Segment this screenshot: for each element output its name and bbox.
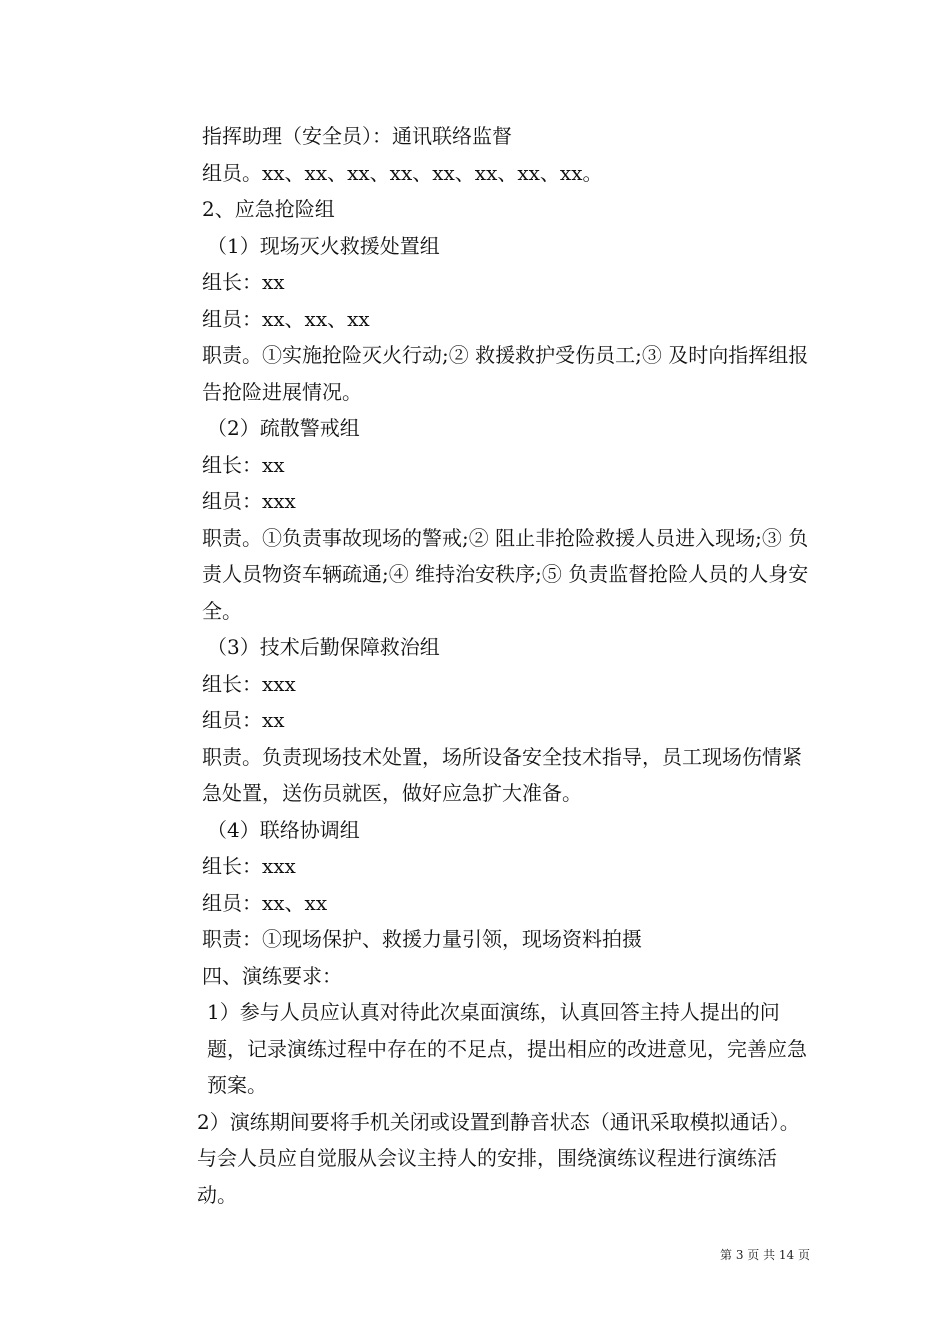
page-number: 第 3 页 共 14 页 [720, 1248, 810, 1262]
paragraph-members-5: 组员：xx、xx [202, 890, 328, 915]
paragraph-leader-3: 组长：xxx [202, 671, 296, 696]
paragraph-assistant: 指挥助理（安全员）：通讯联络监督 [202, 124, 512, 148]
heading-logistics: （3）技术后勤保障救治组 [207, 635, 440, 659]
paragraph-members-4: 组员：xx [202, 708, 285, 732]
paragraph-members-1: 组员。xx、xx、xx、xx、xx、xx、xx、xx。 [202, 160, 603, 185]
document-body [145, 118, 810, 1213]
paragraph-leader-4: 组长：xxx [202, 854, 296, 878]
heading-liaison: （4）联络协调组 [207, 817, 360, 842]
paragraph-leader-2: 组长：xx [202, 452, 285, 477]
paragraph-leader-1: 组长：xx [202, 270, 285, 294]
paragraph-duties-4: 职责：①现场保护、救援力量引领，现场资料拍摄 [202, 927, 642, 951]
paragraph-members-3: 组员：xxx [202, 489, 296, 513]
heading-fire-rescue: （1）现场灭火救援处置组 [207, 233, 440, 258]
paragraph-requirement-2: 2）演练期间要将手机关闭或设置到静音状态（通讯采取模拟通话）。与会人员应自觉服从会议主持人的安排，围绕演练议程进行演练活动。 [197, 1109, 800, 1207]
paragraph-members-2: 组员：xx、xx、xx [202, 306, 370, 331]
paragraph-requirement-1: 1）参与人员应认真对待此次桌面演练，认真回答主持人提出的问题，记录演练过程中存在的不足点，提出相应的改进意见，完善应急预案。 [207, 1000, 807, 1097]
paragraph-duties-2: 职责。①负责事故现场的警戒;② 阻止非抢险救援人员进入现场;③ 负责人员物资车辆疏通;④ 维持治安秩序;⑤ 负责监督抢险人员的人身安全。 [202, 525, 809, 623]
heading-drill-requirements: 四、演练要求： [202, 963, 342, 988]
heading-rescue-group: 2、应急抢险组 [202, 197, 335, 221]
paragraph-duties-3: 职责。负责现场技术处置，场所设备安全技术指导，员工现场伤情紧急处置，送伤员就医，做好应急扩大准备。 [202, 744, 802, 805]
heading-evacuation: （2）疏散警戒组 [207, 416, 360, 440]
paragraph-duties-1: 职责。①实施抢险灭火行动;② 救援救护受伤员工;③ 及时向指挥组报告抢险进展情况。 [202, 343, 809, 404]
